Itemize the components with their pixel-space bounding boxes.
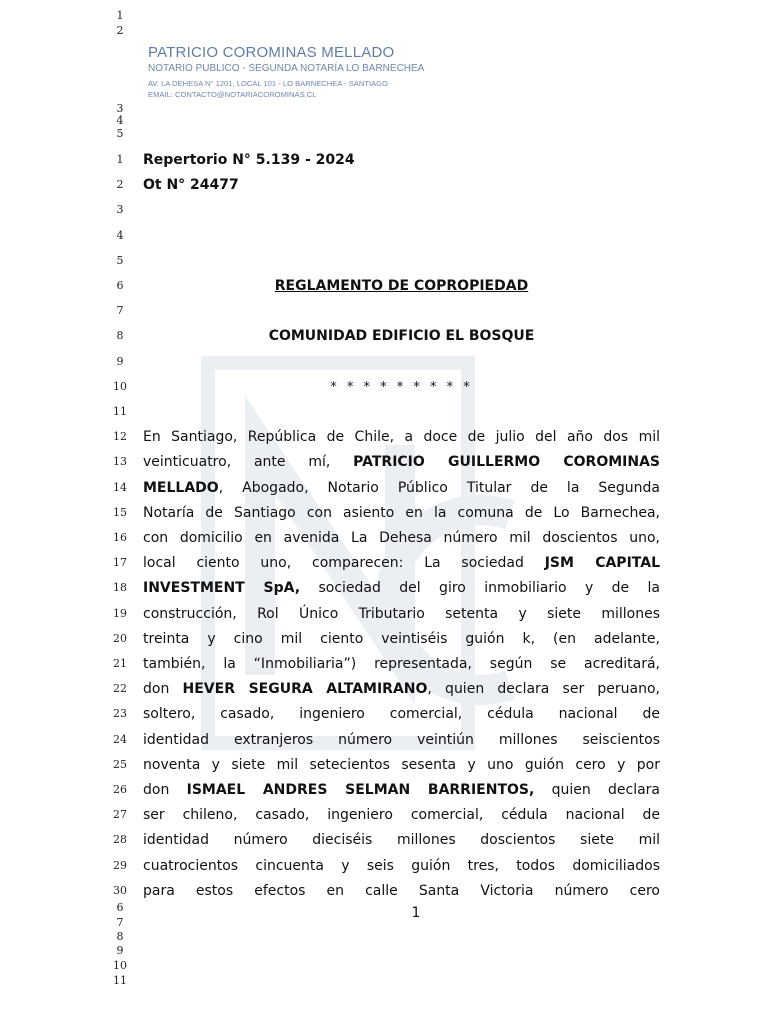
text-run: soltero, casado, ingeniero comercial, cédula nacional de — [143, 706, 660, 723]
text-run: construcción, Rol Único Tributario setenta y siete millones — [143, 605, 660, 622]
text-run: identidad número dieciséis millones doscientos siete mil — [143, 832, 660, 849]
line-text — [143, 427, 660, 447]
line-text — [143, 528, 660, 548]
line-text — [143, 377, 660, 398]
line-text — [143, 452, 660, 472]
document-line — [0, 425, 768, 450]
document-line — [0, 324, 768, 349]
bold-text: ISMAEL ANDRES SELMAN BARRIENTOS, — [186, 782, 535, 798]
line-number: 9 — [116, 354, 124, 368]
line-text — [143, 755, 660, 775]
document-line — [0, 551, 768, 576]
page-number: 1 — [411, 905, 421, 921]
line-text — [143, 730, 660, 750]
line-number: 11 — [113, 405, 127, 418]
bold-text: MELLADO — [143, 479, 219, 496]
line-text — [143, 780, 660, 800]
line-number: 2 — [116, 178, 124, 192]
line-number: 15 — [113, 505, 127, 519]
document-line — [0, 602, 768, 627]
document-line — [0, 778, 768, 803]
bold-text: PATRICIO GUILLERMO COROMINAS — [353, 454, 660, 471]
bold-text: COMUNIDAD EDIFICIO EL BOSQUE — [268, 328, 535, 345]
document-line — [0, 854, 768, 879]
line-text — [143, 654, 660, 674]
document-line — [0, 476, 768, 501]
line-number: 1 — [116, 153, 124, 166]
notary-name: PATRICIO COROMINAS MELLADO — [148, 44, 395, 61]
line-number: 6 — [116, 279, 124, 292]
line-number: 12 — [113, 430, 127, 444]
document-line — [0, 702, 768, 727]
line-number: 18 — [113, 581, 127, 595]
line-text — [143, 629, 660, 649]
line-text — [143, 150, 660, 170]
notary-office: NOTARIO PUBLICO - SEGUNDA NOTARÍA LO BARNECHEA — [148, 63, 425, 74]
document-line — [0, 879, 768, 904]
margin-number: 9 — [116, 944, 124, 957]
document-line — [0, 501, 768, 526]
bold-text: JSM CAPITAL — [544, 555, 660, 572]
document-line — [0, 274, 768, 299]
margin-number: 11 — [113, 974, 127, 987]
line-text — [143, 175, 660, 195]
line-number: 20 — [113, 631, 127, 645]
notary-email: EMAIL: CONTACTO@NOTARIACOROMINAS.CL — [148, 90, 317, 99]
text-run: sociedad del giro inmobiliario y de la — [300, 580, 660, 597]
line-number: 24 — [113, 732, 127, 746]
line-text — [143, 881, 660, 901]
text-run: cuatrocientos cincuenta y seis guión tres, todos domiciliados — [143, 857, 660, 874]
document-line — [0, 652, 768, 677]
line-number: 21 — [113, 657, 127, 670]
bold-text: INVESTMENT SpA, — [143, 580, 301, 597]
line-number: 3 — [116, 203, 124, 217]
text-run: quien declara — [534, 782, 660, 798]
text-run: , quien declara ser peruano, — [427, 681, 660, 698]
line-number: 23 — [113, 707, 127, 721]
text-run: * * * * * * * * * — [330, 379, 473, 395]
text-run: Notaría de Santiago con asiento en la comuna de Lo Barnechea, — [143, 504, 660, 521]
document-line — [0, 224, 768, 249]
text-run: treinta y cino mil ciento veintiséis guión k, (en adelante, — [143, 630, 660, 647]
line-text — [143, 805, 660, 825]
document-line — [0, 828, 768, 853]
document-line — [0, 728, 768, 753]
document-line — [0, 299, 768, 324]
line-text — [143, 503, 660, 523]
line-number: 28 — [113, 833, 127, 847]
document-line — [0, 350, 768, 375]
document-line — [0, 576, 768, 601]
line-number: 10 — [113, 379, 127, 393]
document-line — [0, 198, 768, 223]
line-number: 13 — [113, 455, 127, 469]
margin-number: 1 — [116, 9, 124, 22]
line-text — [143, 679, 660, 699]
document-line — [0, 148, 768, 173]
line-text — [143, 704, 660, 724]
document-line — [0, 526, 768, 551]
bold-text: Repertorio N° 5.139 - 2024 — [143, 152, 355, 168]
line-text — [143, 604, 660, 624]
text-run: identidad extranjeros número veintiún millones seiscientos — [143, 731, 660, 748]
line-number: 27 — [113, 808, 127, 822]
line-text — [143, 276, 660, 296]
line-number: 30 — [113, 883, 127, 897]
line-text — [143, 856, 660, 876]
line-number: 22 — [113, 682, 127, 696]
line-number: 8 — [116, 329, 124, 343]
document-line — [0, 803, 768, 828]
line-number: 16 — [113, 531, 127, 544]
margin-number: 7 — [116, 916, 124, 929]
text-run: con domicilio en avenida La Dehesa número mil doscientos uno, — [143, 530, 660, 546]
document-line — [0, 753, 768, 778]
bold-text: Ot N° 24477 — [143, 177, 239, 194]
notary-letterhead — [148, 44, 468, 100]
text-run: don — [143, 681, 183, 698]
margin-number: 10 — [113, 959, 127, 972]
text-run: ser chileno, casado, ingeniero comercial, cédula nacional de — [143, 807, 660, 824]
text-run: , Abogado, Notario Público Titular de la Segunda — [218, 479, 660, 496]
text-run: para estos efectos en calle Santa Victoria número cero — [143, 882, 660, 899]
line-number: 25 — [113, 757, 127, 771]
bold-text: HEVER SEGURA ALTAMIRANO — [182, 681, 428, 698]
notary-address: AV. LA DEHESA N° 1201, LOCAL 101 - LO BARNECHEA - SANTIAGO — [148, 79, 388, 88]
document-line — [0, 375, 768, 400]
document-line — [0, 400, 768, 425]
margin-number: 8 — [116, 930, 124, 943]
margin-number: 6 — [116, 901, 124, 914]
line-number: 19 — [113, 606, 127, 620]
document-line — [0, 627, 768, 652]
line-text — [143, 478, 660, 498]
document-line — [0, 173, 768, 198]
document-line — [0, 249, 768, 274]
line-text — [143, 553, 660, 573]
line-text — [143, 578, 660, 598]
text-run: veinticuatro, ante mí, — [143, 454, 354, 471]
line-number: 17 — [113, 556, 127, 570]
line-number: 5 — [116, 253, 124, 267]
line-number: 7 — [116, 304, 124, 318]
line-text — [143, 830, 660, 850]
line-number: 14 — [113, 480, 127, 494]
line-number: 29 — [113, 858, 127, 872]
line-number: 4 — [116, 228, 124, 242]
margin-number: 4 — [116, 114, 124, 127]
text-run: noventa y siete mil setecientos sesenta y uno guión cero y por — [143, 756, 660, 773]
text-run: local ciento uno, comparecen: La sociedad — [143, 555, 545, 572]
text-run: también, la “Inmobiliaria”) representada, según se acreditará, — [143, 656, 660, 672]
margin-number: 3 — [116, 102, 124, 115]
text-run: don — [143, 782, 187, 798]
text-run: En Santiago, República de Chile, a doce de julio del año dos mil — [143, 429, 660, 446]
bold-text: REGLAMENTO DE COPROPIEDAD — [274, 278, 529, 294]
margin-number: 5 — [116, 127, 124, 140]
document-line — [0, 677, 768, 702]
line-number: 26 — [113, 783, 127, 796]
margin-number: 2 — [116, 24, 124, 37]
document-line — [0, 450, 768, 475]
line-text — [143, 326, 660, 346]
